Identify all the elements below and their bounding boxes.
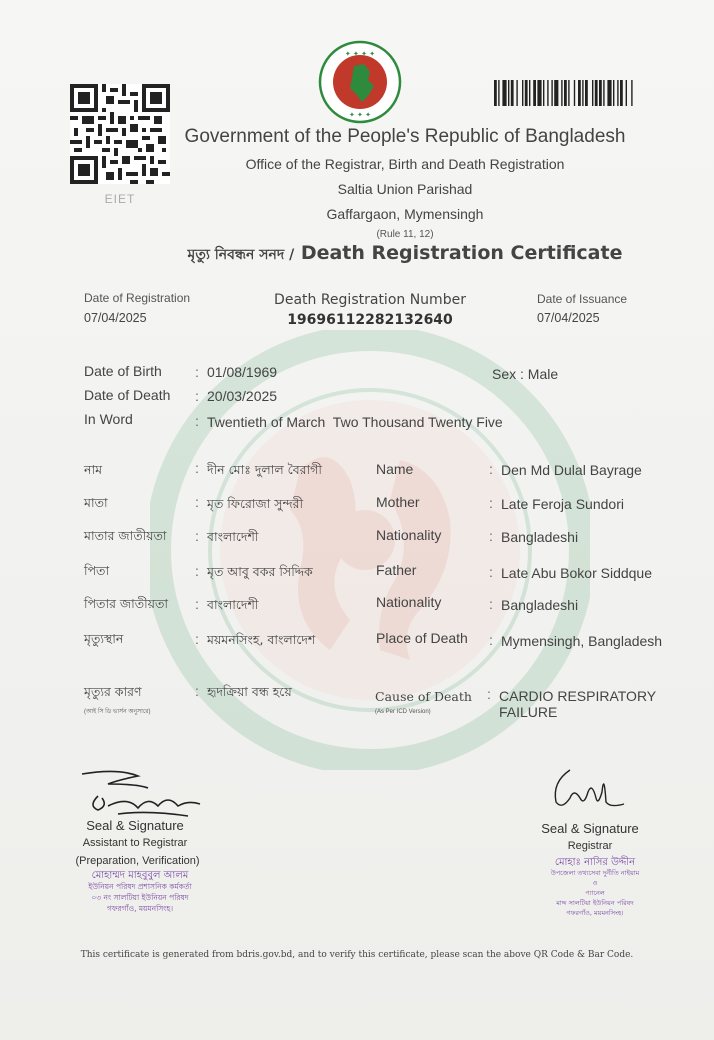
union-name: Saltia Union Parishad <box>337 181 473 197</box>
right-stamp-line2: উপজেলা তথ্যসেবা দুর্নীতি নাইয়াম <box>550 869 640 877</box>
cause-en-value-line2: FAILURE <box>499 704 558 720</box>
row-bn-value: মৃত আবু বকর সিদ্দিক <box>207 564 313 579</box>
right-official-stamp <box>510 858 680 918</box>
certificate-title <box>0 242 714 267</box>
left-stamp-line2: ইউনিয়ন পরিষদ প্রশাসনিক কর্মকর্তা <box>88 882 192 891</box>
cause-bn-label: মৃত্যুর কারণ <box>84 684 142 699</box>
cause-colon: : <box>195 683 199 699</box>
cause-en-sub: (As Per ICD Version) <box>375 709 431 715</box>
right-stamp-name: মোহাঃ নাসির উদ্দীন <box>554 857 636 868</box>
left-stamp-name: মোহাম্মদ মাহবুবুল আলম <box>91 870 189 881</box>
dob-value: 01/08/1969 <box>207 364 278 380</box>
registration-number-label: Death Registration Number <box>274 292 466 308</box>
qr-code-caption: EIET <box>104 192 136 206</box>
row-en-label: Nationality <box>376 594 442 610</box>
left-signature-role: Assistant to Registrar <box>82 837 188 849</box>
right-stamp-line3: ও <box>592 879 598 887</box>
location-name: Gaffargaon, Mymensingh <box>326 206 484 222</box>
row-bn-value: ময়মনসিংহ, বাংলাদেশ <box>207 632 316 647</box>
right-stamp-line6: গফরগাঁও, ময়মনসিংহ। <box>566 909 624 917</box>
row-colon: : <box>489 564 493 580</box>
cause-en-label: Cause of Death <box>375 689 472 704</box>
row-bn-label: পিতার জাতীয়তা <box>84 596 169 611</box>
row-bn-label: নাম <box>84 462 103 477</box>
dob-label: Date of Birth <box>84 363 162 379</box>
row-en-value: Late Feroja Sundori <box>501 496 624 512</box>
left-seal-signature-label: Seal & Signature <box>86 818 184 833</box>
svg-text:✦ ✦ ✦: ✦ ✦ ✦ <box>348 111 372 119</box>
svg-text:✦ ✦ ✦ ✦: ✦ ✦ ✦ ✦ <box>344 50 376 58</box>
row-en-label: Nationality <box>376 527 442 543</box>
row-colon: : <box>195 631 199 647</box>
row-colon: : <box>195 528 199 544</box>
row-en-label: Mother <box>376 494 420 510</box>
row-en-value: Bangladeshi <box>501 597 579 613</box>
cause-bn-sub: (আই সি ডি ভার্সন অনুসারে) <box>84 709 151 715</box>
right-stamp-line5: মাদ্দ সালটিয়া ইউনিয়ন পরিষদ <box>556 899 634 907</box>
left-stamp-line4: গফরগাঁও, ময়মনসিংহ। <box>106 904 174 913</box>
dod-label: Date of Death <box>84 387 171 403</box>
row-colon: : <box>195 563 199 579</box>
row-bn-label: মৃত্যুস্থান <box>84 631 124 646</box>
in-word-value: Twentieth of March Two Thousand Twenty Five <box>207 414 503 430</box>
dob-colon: : <box>195 364 199 380</box>
row-en-label: Name <box>376 461 414 477</box>
left-signature-note: (Preparation, Verification) <box>75 855 200 867</box>
government-seal-icon <box>318 40 402 124</box>
cause-en-value-line1: CARDIO RESPIRATORY <box>499 688 657 704</box>
certificate-title-en: Death Registration Certificate <box>300 242 623 264</box>
row-colon: : <box>195 460 199 476</box>
assistant-signature-icon <box>78 766 206 826</box>
row-en-value: Den Md Dulal Bayrage <box>501 462 642 478</box>
date-of-issuance-value: 07/04/2025 <box>537 311 600 325</box>
row-en-label: Father <box>376 562 417 578</box>
date-of-registration-value: 07/04/2025 <box>84 311 147 325</box>
row-en-value: Mymensingh, Bangladesh <box>501 633 663 649</box>
date-of-issuance-label: Date of Issuance <box>537 292 628 306</box>
office-title: Office of the Registrar, Birth and Death Registration <box>245 156 565 172</box>
row-colon: : <box>195 596 199 612</box>
row-en-value: Bangladeshi <box>501 529 579 545</box>
in-word-label: In Word <box>84 411 133 427</box>
row-bn-label: পিতা <box>84 563 110 578</box>
row-bn-label: মাতা <box>84 495 108 510</box>
row-bn-value: বাংলাদেশী <box>207 597 259 612</box>
row-bn-value: মৃত ফিরোজা সুন্দরী <box>207 496 304 511</box>
row-en-label: Place of Death <box>376 630 468 646</box>
date-of-registration-label: Date of Registration <box>84 291 191 305</box>
government-title: Government of the People's Republic of Bangladesh <box>184 126 626 147</box>
left-stamp-line3: ০৩ নং সালটিয়া ইউনিয়ন পরিষদ <box>91 893 189 902</box>
registration-number-value: 19696112282132640 <box>287 312 453 328</box>
registrar-signature-icon <box>540 762 630 818</box>
dod-colon: : <box>195 388 199 404</box>
row-colon: : <box>489 596 493 612</box>
row-bn-value: দীন মোঃ দুলাল বৈরাগী <box>207 462 322 477</box>
row-bn-label: মাতার জাতীয়তা <box>84 528 167 543</box>
cause-bn-value: হৃদক্রিয়া বন্ধ হয়ে <box>207 684 292 699</box>
rule-reference: (Rule 11, 12) <box>376 229 434 240</box>
in-word-colon: : <box>195 413 199 429</box>
row-colon: : <box>489 528 493 544</box>
right-seal-signature-label: Seal & Signature <box>541 821 639 836</box>
row-bn-value: বাংলাদেশী <box>207 529 259 544</box>
right-stamp-line4: প্যানেল <box>585 889 605 897</box>
row-colon: : <box>489 495 493 511</box>
row-colon: : <box>195 494 199 510</box>
row-en-value: Late Abu Bokor Siddque <box>501 565 653 581</box>
cause-colon: : <box>487 686 491 702</box>
left-official-stamp <box>60 870 220 914</box>
certificate-title-bn: মৃত্যু নিবন্ধন সনদ / <box>187 247 295 263</box>
right-signature-role: Registrar <box>567 840 613 852</box>
verification-footer: This certificate is generated from bdris.gov.bd, and to verify this certificate, please scan the above QR Code & Bar Code. <box>80 950 634 960</box>
row-colon: : <box>489 461 493 477</box>
barcode-icon <box>494 80 672 106</box>
row-colon: : <box>489 632 493 648</box>
sex-value: Sex : Male <box>492 366 559 382</box>
dod-value: 20/03/2025 <box>207 388 278 404</box>
